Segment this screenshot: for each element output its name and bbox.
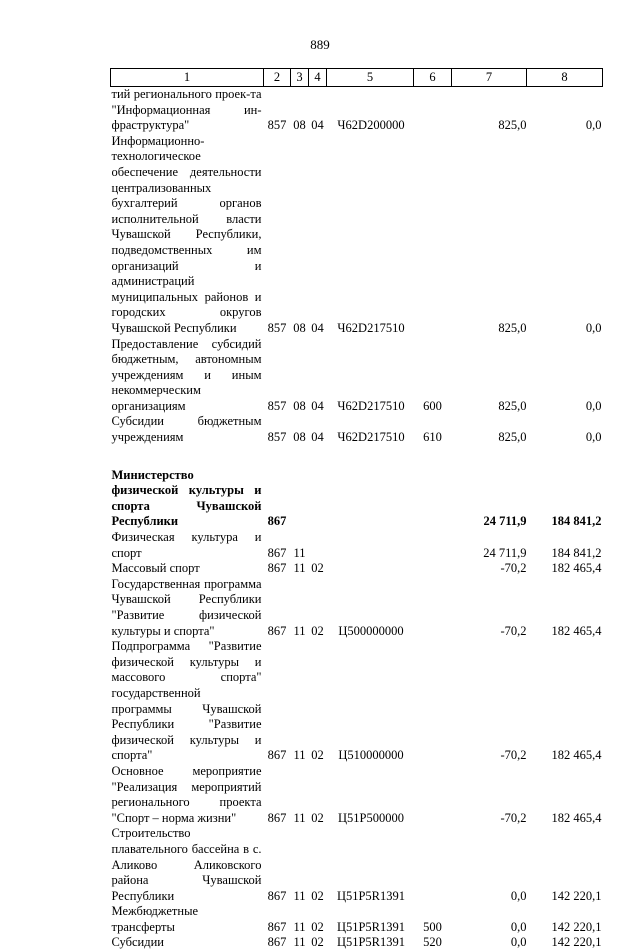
row-expense-type: 610 [414,414,452,445]
row-amount-col8: 0,0 [527,414,603,445]
row-amount-col7: 0,0 [452,826,527,904]
row-expense-type: 600 [414,337,452,415]
row-expense-type: 500 [414,904,452,935]
row-target-article [327,561,414,577]
row-amount-col8: 184 841,2 [527,530,603,561]
row-target-article: Ч62D217510 [327,414,414,445]
row-amount-col8: 0,0 [527,337,603,415]
row-amount-col7: 0,0 [452,904,527,935]
row-subsection: 04 [309,414,327,445]
row-amount-col7: -70,2 [452,764,527,826]
row-subsection: 04 [309,337,327,415]
row-code: 867 [264,530,291,561]
row-amount-col7: -70,2 [452,577,527,639]
spacer-row [111,446,603,468]
row-target-article: Ч62D217510 [327,134,414,337]
row-name: Массовый спорт [111,561,264,577]
table-row [111,134,603,337]
spacer-cell [111,446,603,468]
row-amount-col8: 142 220,1 [527,904,603,935]
row-amount-col8: 0,0 [527,134,603,337]
row-target-article: Ц510000000 [327,639,414,764]
row-code: 867 [264,577,291,639]
table-row [111,414,603,445]
row-name: Предоставление субсидий бюджетным, автономным учреждениям и иным некоммерческим организациям [111,337,264,415]
row-expense-type [414,87,452,134]
table-row [111,577,603,639]
column-header: 5 [327,69,414,87]
row-code: 867 [264,935,291,951]
row-section [291,468,309,530]
row-expense-type [414,639,452,764]
row-amount-col8: 182 465,4 [527,577,603,639]
row-code: 867 [264,561,291,577]
row-expense-type [414,764,452,826]
row-amount-col7: 825,0 [452,414,527,445]
budget-table [110,68,603,951]
row-subsection: 02 [309,577,327,639]
row-section: 11 [291,530,309,561]
row-name: Подпрограмма "Развитие физической культуры и массового спорта" государственной программы Чувашской Республики "Развитие физической культуры и спорта" [111,639,264,764]
row-amount-col8: 182 465,4 [527,639,603,764]
row-amount-col8: 184 841,2 [527,468,603,530]
row-amount-col7: -70,2 [452,561,527,577]
row-target-article: Ц51P500000 [327,764,414,826]
row-amount-col7: 825,0 [452,337,527,415]
row-target-article [327,530,414,561]
row-name: Межбюджетные трансферты [111,904,264,935]
column-header: 2 [264,69,291,87]
row-section: 11 [291,935,309,951]
table-row [111,764,603,826]
row-subsection [309,468,327,530]
row-code: 867 [264,639,291,764]
row-subsection: 02 [309,561,327,577]
row-section: 11 [291,904,309,935]
column-header: 6 [414,69,452,87]
row-amount-col7: 0,0 [452,935,527,951]
table-row [111,935,603,951]
table-row [111,87,603,134]
table-body [111,87,603,951]
row-amount-col8: 182 465,4 [527,764,603,826]
row-name: тий регионального проек-та "Информационная ин-фраструктура" [111,87,264,134]
row-target-article: Ч62D200000 [327,87,414,134]
row-section: 11 [291,826,309,904]
row-name: Министерство физической культуры и спорта Чувашской Республики [111,468,264,530]
page-number: 889 [0,37,640,53]
column-header: 4 [309,69,327,87]
row-section: 11 [291,561,309,577]
table-row [111,639,603,764]
row-target-article: Ц500000000 [327,577,414,639]
row-section: 08 [291,337,309,415]
table-row [111,337,603,415]
row-expense-type: 520 [414,935,452,951]
row-section: 11 [291,577,309,639]
row-name: Субсидии [111,935,264,951]
row-amount-col7: 825,0 [452,134,527,337]
row-name: Физическая культура и спорт [111,530,264,561]
row-amount-col7: 825,0 [452,87,527,134]
row-code: 857 [264,134,291,337]
row-target-article: Ц51P5R1391 [327,904,414,935]
row-expense-type [414,530,452,561]
row-subsection: 02 [309,904,327,935]
row-subsection [309,530,327,561]
row-name: Основное мероприятие "Реализация мероприятий регионального проекта "Спорт – норма жизни" [111,764,264,826]
row-expense-type [414,826,452,904]
row-section: 08 [291,134,309,337]
row-amount-col7: 24 711,9 [452,530,527,561]
row-amount-col8: 142 220,1 [527,826,603,904]
row-subsection: 02 [309,935,327,951]
row-subsection: 04 [309,134,327,337]
row-code: 857 [264,87,291,134]
row-section: 11 [291,764,309,826]
row-expense-type [414,468,452,530]
row-code: 867 [264,764,291,826]
row-section: 08 [291,87,309,134]
column-header: 8 [527,69,603,87]
row-amount-col8: 182 465,4 [527,561,603,577]
row-expense-type [414,577,452,639]
row-amount-col7: -70,2 [452,639,527,764]
row-amount-col7: 24 711,9 [452,468,527,530]
row-code: 857 [264,414,291,445]
table-row [111,904,603,935]
row-amount-col8: 142 220,1 [527,935,603,951]
row-subsection: 02 [309,764,327,826]
row-section: 08 [291,414,309,445]
row-subsection: 02 [309,826,327,904]
table-row [111,826,603,904]
table-header [111,69,603,87]
column-header: 3 [291,69,309,87]
row-target-article: Ч62D217510 [327,337,414,415]
column-header: 1 [111,69,264,87]
table-row [111,561,603,577]
row-target-article: Ц51P5R1391 [327,935,414,951]
row-name: Государственная программа Чувашской Республики "Развитие физической культуры и спорта" [111,577,264,639]
row-expense-type [414,561,452,577]
row-code: 867 [264,826,291,904]
row-name: Строительство плавательного бассейна в с. Аликово Аликовского района Чувашской Республики [111,826,264,904]
row-expense-type [414,134,452,337]
row-name: Информационно-технологическое обеспечение деятельности централизованных бухгалтерий органов исполнительной власти Чувашской Республики, подведомственных им организаций и администраций муниципальных районов и городских округов Чувашской Республики [111,134,264,337]
row-code: 867 [264,904,291,935]
column-header: 7 [452,69,527,87]
table-row [111,530,603,561]
row-subsection: 04 [309,87,327,134]
row-code: 857 [264,337,291,415]
row-amount-col8: 0,0 [527,87,603,134]
row-name: Субсидии бюджетным учреждениям [111,414,264,445]
table-row [111,468,603,530]
row-target-article: Ц51P5R1391 [327,826,414,904]
row-subsection: 02 [309,639,327,764]
row-section: 11 [291,639,309,764]
row-target-article [327,468,414,530]
row-code: 867 [264,468,291,530]
